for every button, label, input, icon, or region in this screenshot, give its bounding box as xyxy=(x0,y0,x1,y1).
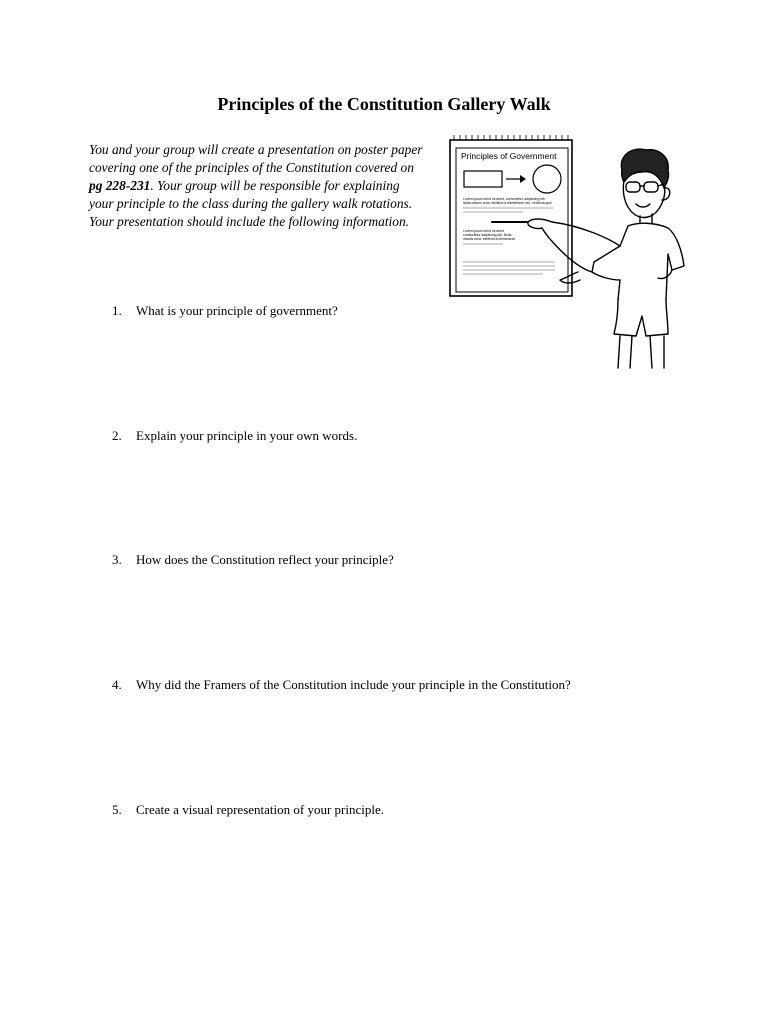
question-text: What is your principle of government? xyxy=(136,303,338,318)
question-1 xyxy=(112,303,338,319)
question-number: 1. xyxy=(112,303,122,318)
poster-text-line: mauris urna, eleifend a elementum xyxy=(463,237,516,241)
poster-box-shape xyxy=(464,171,502,187)
question-text: Create a visual representation of your principle. xyxy=(136,802,384,817)
question-number: 2. xyxy=(112,428,122,443)
question-number: 5. xyxy=(112,802,122,817)
intro-text-start: You and your group will create a presentation on poster paper covering one of the principles of the Constitution covered on xyxy=(89,142,423,175)
poster-text-line: consectetur adipiscing elit. Nulla xyxy=(463,233,512,237)
poster-text-line: Nulla mauris urna, eleifend a elementum nec, vehicula quis xyxy=(463,201,552,205)
page-title: Principles of the Constitution Gallery Walk xyxy=(217,94,551,114)
intro-text-end: . Your group will be responsible for explaining your principle to the class during the gallery walk rotations. Your presentation should include the following information. xyxy=(89,178,413,229)
question-5 xyxy=(112,802,384,818)
poster-board xyxy=(450,135,572,296)
question-text: Why did the Framers of the Constitution include your principle in the Constitution? xyxy=(136,677,571,692)
poster-circle-shape xyxy=(533,165,561,193)
poster-title: Principles of Government xyxy=(461,151,557,161)
question-number: 3. xyxy=(112,552,122,567)
question-text: Explain your principle in your own words. xyxy=(136,428,358,443)
presenter-illustration xyxy=(432,130,690,372)
intro-page-reference: pg 228-231 xyxy=(89,178,151,193)
question-text: How does the Constitution reflect your principle? xyxy=(136,552,394,567)
poster-text-line: Lorem ipsum dolor sit amet, consectetur adipiscing elit. xyxy=(463,197,546,201)
question-4 xyxy=(112,677,571,693)
question-3 xyxy=(112,552,394,568)
question-2 xyxy=(112,428,357,444)
intro-paragraph xyxy=(89,141,424,231)
question-number: 4. xyxy=(112,677,122,692)
poster-text-line: Lorem ipsum dolor sit amet xyxy=(463,229,504,233)
